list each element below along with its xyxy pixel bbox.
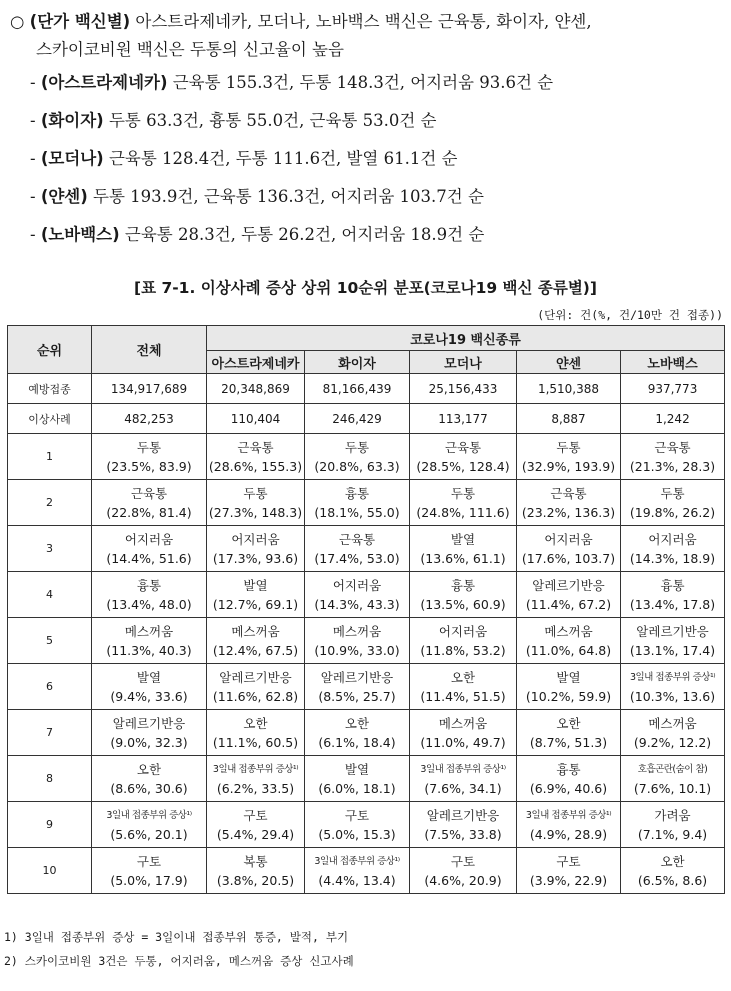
stat-value: 113,177	[410, 404, 517, 434]
stat-value: 20,348,869	[207, 374, 305, 404]
symptom-rate: (9.2%, 12.2)	[633, 734, 712, 750]
symptom-name: 흉통	[556, 761, 581, 777]
symptom-cell	[517, 526, 621, 572]
symptom-name: 3일내 접종부위 증상¹⁾	[106, 809, 192, 821]
symptom-name: 어지러움	[332, 577, 382, 593]
symptom-name: 메스꺼움	[332, 623, 382, 639]
symptom-rate: (3.8%, 20.5)	[216, 872, 295, 888]
symptom-cell	[621, 802, 725, 848]
rank-cell: 2	[8, 480, 92, 526]
symptom-cell	[621, 710, 725, 756]
symptom-cell	[305, 618, 410, 664]
vaccine-name: (얀센)	[40, 187, 88, 206]
symptom-rate: (9.0%, 32.3)	[110, 734, 188, 750]
symptom-rate: (24.8%, 111.6)	[416, 504, 510, 520]
symptom-name: 발열	[136, 669, 162, 685]
symptom-name: 근육통	[237, 439, 274, 455]
symptom-name: 발열	[344, 761, 370, 777]
symptom-name: 근육통	[550, 485, 587, 501]
symptom-rate: (7.6%, 10.1)	[633, 780, 712, 796]
symptom-rate: (27.3%, 148.3)	[208, 504, 303, 520]
stat-row	[8, 404, 725, 434]
symptom-cell	[621, 526, 725, 572]
dash-mark: -	[30, 111, 41, 130]
symptom-cell	[621, 756, 725, 802]
symptom-name: 알레르기반응	[112, 715, 186, 731]
symptom-cell	[305, 664, 410, 710]
intro-line-2: 스카이코비원 백신은 두통의 신고율이 높음	[36, 40, 344, 59]
symptom-name: 메스꺼움	[544, 623, 593, 639]
symptom-name: 메스꺼움	[438, 715, 488, 731]
symptom-rate: (13.4%, 48.0)	[106, 596, 192, 612]
symptom-cell	[207, 572, 305, 618]
symptom-cell	[92, 756, 207, 802]
symptom-cell	[207, 664, 305, 710]
symptom-cell	[305, 434, 410, 480]
symptom-rate: (11.6%, 62.8)	[212, 688, 299, 704]
symptom-name: 근육통	[444, 439, 482, 455]
symptom-rate: (6.1%, 18.4)	[318, 734, 396, 750]
symptom-rate: (6.2%, 33.5)	[216, 780, 295, 796]
symptom-name: 알레르기반응	[320, 669, 394, 685]
stat-value: 1,510,388	[517, 374, 621, 404]
symptom-cell	[305, 802, 410, 848]
vaccine-summary-text: 근육통 28.3건, 두통 26.2건, 어지러움 18.9건 순	[119, 225, 485, 244]
symptom-name: 어지러움	[544, 531, 593, 547]
symptom-cell	[517, 756, 621, 802]
symptom-name: 구토	[344, 807, 370, 823]
symptom-cell	[207, 756, 305, 802]
stat-value: 25,156,433	[410, 374, 517, 404]
rank-cell: 6	[8, 664, 92, 710]
symptom-rate: (10.3%, 13.6)	[629, 688, 716, 704]
symptom-name: 두통	[660, 485, 685, 501]
symptom-cell	[207, 848, 305, 894]
symptom-name: 어지러움	[438, 623, 488, 639]
intro-heading: (단가 백신별)	[29, 12, 131, 31]
footnote-2: 2) 스카이코비원 3건은 두통, 어지러움, 메스꺼움 증상 신고사례	[4, 954, 354, 968]
vaccine-summary-text: 근육통 155.3건, 두통 148.3건, 어지러움 93.6건 순	[167, 73, 554, 92]
symptom-rate: (5.0%, 15.3)	[318, 826, 396, 842]
symptom-cell	[92, 848, 207, 894]
symptom-name: 오한	[243, 715, 268, 731]
symptom-rate: (11.4%, 51.5)	[420, 688, 506, 704]
symptom-rate: (9.4%, 33.6)	[110, 688, 188, 704]
header-vaccine-novavax: 노바백스	[621, 351, 725, 374]
symptom-cell	[517, 710, 621, 756]
symptom-name: 오한	[556, 715, 581, 731]
dash-mark: -	[30, 149, 41, 168]
symptom-rate: (14.3%, 43.3)	[314, 596, 400, 612]
adverse-events-table	[7, 325, 725, 894]
symptom-rate: (13.5%, 60.9)	[420, 596, 506, 612]
rank-cell: 8	[8, 756, 92, 802]
rank-cell: 10	[8, 848, 92, 894]
symptom-rate: (12.7%, 69.1)	[212, 596, 299, 612]
symptom-rate: (20.8%, 63.3)	[314, 458, 400, 474]
symptom-name: 흉통	[660, 577, 685, 593]
symptom-name: 어지러움	[231, 531, 280, 547]
symptom-rate: (7.1%, 9.4)	[637, 826, 708, 842]
vaccine-summary-text: 근육통 128.4건, 두통 111.6건, 발열 61.1건 순	[103, 149, 458, 168]
symptom-rate: (28.6%, 155.3)	[208, 458, 303, 474]
symptom-rate: (6.5%, 8.6)	[637, 872, 708, 888]
symptom-cell	[92, 434, 207, 480]
dash-mark: -	[30, 73, 41, 92]
symptom-rate: (3.9%, 22.9)	[529, 872, 608, 888]
stat-value: 110,404	[207, 404, 305, 434]
symptom-cell	[410, 480, 517, 526]
header-vaccine-janssen: 얀센	[517, 351, 621, 374]
dash-mark: -	[30, 187, 41, 206]
vaccine-summary-text: 두통 193.9건, 근육통 136.3건, 어지러움 103.7건 순	[87, 187, 484, 206]
header-rank: 순위	[8, 326, 92, 374]
symptom-name: 알레르기반응	[426, 807, 500, 823]
symptom-name: 메스꺼움	[231, 623, 280, 639]
symptom-cell	[207, 526, 305, 572]
symptom-name: 알레르기반응	[532, 577, 605, 593]
symptom-name: 가려움	[654, 807, 691, 823]
symptom-name: 두통	[243, 485, 268, 501]
table-row	[8, 664, 725, 710]
symptom-name: 메스꺼움	[648, 715, 697, 731]
symptom-cell	[92, 480, 207, 526]
symptom-cell	[305, 526, 410, 572]
symptom-cell	[305, 480, 410, 526]
symptom-rate: (22.8%, 81.4)	[106, 504, 192, 520]
symptom-cell	[305, 756, 410, 802]
symptom-rate: (28.5%, 128.4)	[416, 458, 510, 474]
symptom-cell	[92, 526, 207, 572]
header-vaccine-moderna: 모더나	[410, 351, 517, 374]
stat-value: 482,253	[92, 404, 207, 434]
symptom-name: 두통	[136, 439, 162, 455]
symptom-name: 3일내 접종부위 증상¹⁾	[212, 763, 299, 775]
symptom-rate: (11.4%, 67.2)	[525, 596, 612, 612]
symptom-cell	[621, 618, 725, 664]
table-row	[8, 756, 725, 802]
symptom-name: 근육통	[130, 485, 168, 501]
symptom-cell	[517, 572, 621, 618]
symptom-name: 알레르기반응	[219, 669, 292, 685]
symptom-name: 복통	[243, 853, 268, 869]
rank-cell: 7	[8, 710, 92, 756]
table-unit-note: (단위: 건(%, 건/10만 건 접종))	[537, 308, 723, 322]
symptom-rate: (32.9%, 193.9)	[521, 458, 616, 474]
symptom-rate: (18.1%, 55.0)	[314, 504, 400, 520]
symptom-cell	[621, 434, 725, 480]
symptom-rate: (7.5%, 33.8)	[424, 826, 502, 842]
symptom-name: 흉통	[136, 577, 162, 593]
symptom-rate: (4.9%, 28.9)	[529, 826, 608, 842]
symptom-cell	[410, 618, 517, 664]
stat-value: 1,242	[621, 404, 725, 434]
symptom-rate: (4.6%, 20.9)	[424, 872, 502, 888]
vaccine-name: (화이자)	[40, 111, 104, 130]
symptom-rate: (8.5%, 25.7)	[318, 688, 396, 704]
symptom-rate: (14.3%, 18.9)	[629, 550, 716, 566]
symptom-name: 3일내 접종부위 증상¹⁾	[525, 809, 612, 821]
symptom-name: 흉통	[450, 577, 476, 593]
stat-value: 134,917,689	[92, 374, 207, 404]
symptom-rate: (8.6%, 30.6)	[110, 780, 188, 796]
symptom-rate: (12.4%, 67.5)	[212, 642, 299, 658]
header-vaccine-pfizer: 화이자	[305, 351, 410, 374]
table-row	[8, 526, 725, 572]
symptom-cell	[305, 710, 410, 756]
footnotes	[4, 925, 354, 973]
vaccine-summary-item	[10, 102, 725, 140]
symptom-cell	[517, 848, 621, 894]
symptom-name: 두통	[556, 439, 581, 455]
symptom-name: 구토	[136, 853, 162, 869]
symptom-rate: (11.0%, 49.7)	[420, 734, 506, 750]
symptom-name: 근육통	[654, 439, 691, 455]
symptom-rate: (13.6%, 61.1)	[420, 550, 506, 566]
header-vaccine-group: 코로나19 백신종류	[207, 326, 725, 351]
symptom-rate: (23.5%, 83.9)	[106, 458, 192, 474]
symptom-rate: (17.6%, 103.7)	[521, 550, 616, 566]
symptom-cell	[207, 434, 305, 480]
vaccine-name: (모더나)	[40, 149, 104, 168]
symptom-cell	[305, 572, 410, 618]
vaccine-summary-item	[10, 216, 725, 254]
symptom-name: 메스꺼움	[124, 623, 174, 639]
symptom-name: 3일내 접종부위 증상¹⁾	[420, 763, 506, 775]
symptom-cell	[207, 480, 305, 526]
symptom-cell	[621, 572, 725, 618]
rank-cell: 4	[8, 572, 92, 618]
symptom-rate: (6.0%, 18.1)	[318, 780, 396, 796]
table-row	[8, 618, 725, 664]
intro-line-1-text: 아스트라제네카, 모더나, 노바백스 백신은 근육통, 화이자, 얀센,	[130, 12, 592, 31]
stat-value: 937,773	[621, 374, 725, 404]
symptom-rate: (4.4%, 13.4)	[318, 872, 396, 888]
symptom-rate: (11.3%, 40.3)	[106, 642, 192, 658]
symptom-cell	[92, 802, 207, 848]
symptom-cell	[517, 664, 621, 710]
symptom-name: 발열	[243, 577, 268, 593]
symptom-rate: (11.0%, 64.8)	[525, 642, 612, 658]
rank-cell: 9	[8, 802, 92, 848]
symptom-name: 구토	[243, 807, 268, 823]
symptom-name: 알레르기반응	[636, 623, 709, 639]
symptom-cell	[410, 756, 517, 802]
symptom-rate: (5.4%, 29.4)	[216, 826, 295, 842]
symptom-rate: (17.4%, 53.0)	[314, 550, 400, 566]
symptom-rate: (14.4%, 51.6)	[106, 550, 192, 566]
symptom-cell	[305, 848, 410, 894]
symptom-cell	[410, 526, 517, 572]
symptom-rate: (23.2%, 136.3)	[521, 504, 616, 520]
vaccine-summary-text: 두통 63.3건, 흉통 55.0건, 근육통 53.0건 순	[103, 111, 437, 130]
symptom-rate: (5.0%, 17.9)	[110, 872, 188, 888]
table-row	[8, 434, 725, 480]
vaccine-name: (노바백스)	[40, 225, 120, 244]
stat-label: 이상사례	[8, 404, 92, 434]
symptom-rate: (11.8%, 53.2)	[420, 642, 506, 658]
stat-value: 246,429	[305, 404, 410, 434]
symptom-name: 오한	[450, 669, 476, 685]
intro-line-1	[10, 8, 725, 36]
symptom-cell	[92, 618, 207, 664]
symptom-cell	[621, 480, 725, 526]
header-total: 전체	[92, 326, 207, 374]
symptom-rate: (7.6%, 34.1)	[424, 780, 502, 796]
symptom-cell	[517, 434, 621, 480]
symptom-name: 오한	[136, 761, 162, 777]
symptom-rate: (10.9%, 33.0)	[314, 642, 400, 658]
symptom-name: 구토	[450, 853, 476, 869]
stat-label: 예방접종	[8, 374, 92, 404]
vaccine-summary-item	[10, 64, 725, 102]
symptom-name: 구토	[556, 853, 581, 869]
symptom-rate: (13.4%, 17.8)	[629, 596, 716, 612]
rank-cell: 5	[8, 618, 92, 664]
symptom-cell	[621, 848, 725, 894]
rank-cell: 1	[8, 434, 92, 480]
table-caption: [표 7-1. 이상사례 증상 상위 10순위 분포(코로나19 백신 종류별)]	[134, 279, 597, 297]
symptom-cell	[92, 710, 207, 756]
symptom-name: 발열	[450, 531, 476, 547]
stat-value: 8,887	[517, 404, 621, 434]
symptom-name: 호흡곤란(숨이 참)	[637, 763, 708, 775]
dash-mark: -	[30, 225, 41, 244]
symptom-name: 오한	[660, 853, 685, 869]
stat-row	[8, 374, 725, 404]
symptom-rate: (19.8%, 26.2)	[629, 504, 716, 520]
rank-cell: 3	[8, 526, 92, 572]
symptom-cell	[410, 848, 517, 894]
symptom-rate: (10.2%, 59.9)	[525, 688, 612, 704]
symptom-name: 발열	[556, 669, 581, 685]
symptom-rate: (17.3%, 93.6)	[212, 550, 299, 566]
table-row	[8, 848, 725, 894]
header-vaccine-astrazeneca: 아스트라제네카	[207, 351, 305, 374]
symptom-cell	[410, 572, 517, 618]
table-row	[8, 480, 725, 526]
intro-section	[10, 8, 725, 254]
circle-bullet-icon: ○	[10, 12, 25, 31]
symptom-name: 3일내 접종부위 증상¹⁾	[314, 855, 400, 867]
symptom-name: 흉통	[344, 485, 370, 501]
symptom-cell	[92, 572, 207, 618]
symptom-cell	[517, 480, 621, 526]
symptom-cell	[92, 664, 207, 710]
symptom-rate: (6.9%, 40.6)	[529, 780, 608, 796]
symptom-cell	[410, 802, 517, 848]
symptom-name: 3일내 접종부위 증상¹⁾	[629, 671, 716, 683]
stat-value: 81,166,439	[305, 374, 410, 404]
vaccine-summary-item	[10, 140, 725, 178]
symptom-rate: (13.1%, 17.4)	[629, 642, 716, 658]
table-row	[8, 572, 725, 618]
symptom-rate: (5.6%, 20.1)	[110, 826, 188, 842]
table-row	[8, 802, 725, 848]
symptom-cell	[410, 664, 517, 710]
symptom-rate: (11.1%, 60.5)	[212, 734, 299, 750]
footnote-1: 1) 3일내 접종부위 증상 = 3일이내 접종부위 통증, 발적, 부기	[4, 930, 349, 944]
symptom-rate: (8.7%, 51.3)	[529, 734, 608, 750]
symptom-cell	[621, 664, 725, 710]
symptom-name: 오한	[344, 715, 370, 731]
symptom-cell	[207, 802, 305, 848]
symptom-name: 어지러움	[124, 531, 174, 547]
vaccine-name: (아스트라제네카)	[40, 73, 168, 92]
symptom-name: 어지러움	[648, 531, 697, 547]
table-row	[8, 710, 725, 756]
symptom-cell	[410, 710, 517, 756]
vaccine-summary-list	[10, 64, 725, 254]
symptom-cell	[207, 710, 305, 756]
symptom-cell	[207, 618, 305, 664]
symptom-cell	[517, 618, 621, 664]
symptom-name: 두통	[450, 485, 476, 501]
vaccine-summary-item	[10, 178, 725, 216]
symptom-name: 근육통	[338, 531, 376, 547]
symptom-cell	[517, 802, 621, 848]
symptom-name: 두통	[344, 439, 370, 455]
symptom-rate: (21.3%, 28.3)	[629, 458, 716, 474]
symptom-cell	[410, 434, 517, 480]
